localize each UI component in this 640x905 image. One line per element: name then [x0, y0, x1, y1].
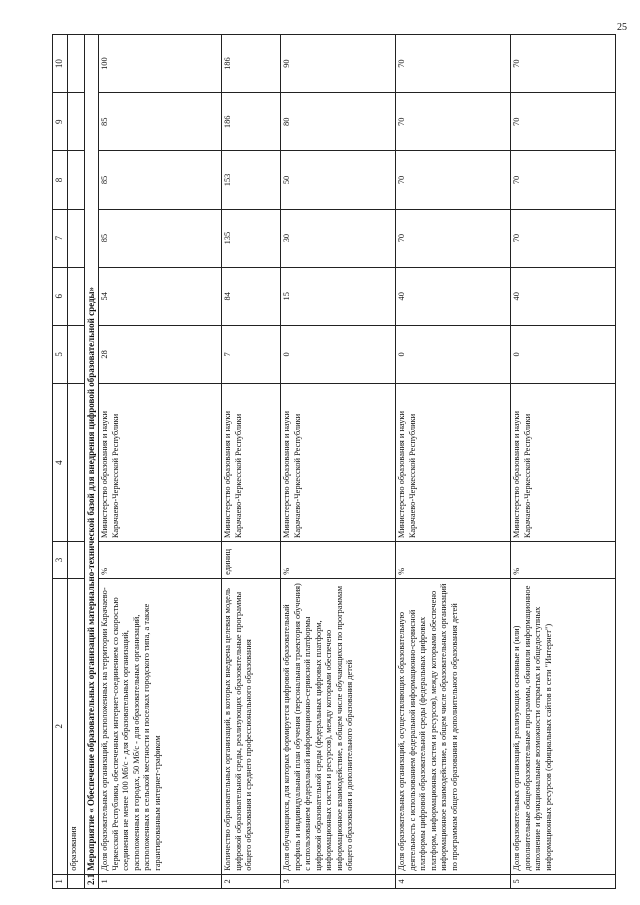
value-cell: 100 [99, 35, 222, 93]
value-cell: 90 [281, 35, 396, 93]
responsible: Министерство образования и науки Карачаево-Черкесской Республики [281, 383, 396, 541]
column-header: 9 [53, 93, 68, 151]
value-cell: 186 [222, 35, 281, 93]
unit: % [396, 542, 511, 579]
value-cell: 70 [511, 35, 616, 93]
section-row [85, 35, 99, 889]
value-cell: 70 [396, 209, 511, 267]
column-header: 8 [53, 151, 68, 209]
unit: % [99, 542, 222, 579]
value-cell: 0 [281, 325, 396, 383]
column-header: 6 [53, 267, 68, 325]
row-number: 3 [281, 874, 396, 888]
value-cell: 7 [222, 325, 281, 383]
indicator-name: Доля образовательных организаций, осуществляющих образовательную деятельность с использованием федеральной информационно-сервисной платформы цифровой образовательной среды (федеральных цифровых платформ, информационных систем и ресурсов), между которыми обеспечено информационное взаимодействие, в общем числе образовательных организаций по программам общего образования и дополнительного образования детей [396, 578, 511, 874]
value-cell: 30 [281, 209, 396, 267]
column-header: 3 [53, 542, 68, 579]
table-row [281, 35, 396, 889]
unit: единиц [222, 542, 281, 579]
indicator-name: образования [68, 578, 85, 874]
table-row [222, 35, 281, 889]
value-cell: 153 [222, 151, 281, 209]
table-row [396, 35, 511, 889]
value-cell: 135 [222, 209, 281, 267]
indicator-name: Доля образовательных организаций, расположенных на территории Карачаево-Черкесской Республики, обеспеченных интернет-соединением со скоростью соединения не менее 100 Мб/с - для образовательных организаций, расположенных в городах, 50 Мб/с - для образовательных организаций, расположенных в сельской местности и поселках городского типа, а также гарантированным интернет-трафиком [99, 578, 222, 874]
value-cell: 70 [396, 93, 511, 151]
value-cell: 40 [511, 267, 616, 325]
page-number: 25 [617, 22, 627, 33]
row-number: 5 [511, 874, 616, 888]
section-number: 2.1 [85, 874, 99, 888]
indicator-name: Количество образовательных организаций, в которых внедрена целевая модель цифровой образовательной среды, реализующих образовательные программы общего образования и среднего профессионального образования [222, 578, 281, 874]
responsible: Министерство образования и науки Карачаево-Черкесской Республики [99, 383, 222, 541]
responsible: Министерство образования и науки Карачаево-Черкесской Республики [396, 383, 511, 541]
column-header: 10 [53, 35, 68, 93]
column-header: 4 [53, 383, 68, 541]
indicators-table [52, 34, 616, 889]
value-cell: 54 [99, 267, 222, 325]
value-cell: 85 [99, 151, 222, 209]
table-row [99, 35, 222, 889]
unit: % [511, 542, 616, 579]
value-cell: 80 [281, 93, 396, 151]
value-cell: 70 [396, 35, 511, 93]
rotated-table-container [52, 34, 612, 889]
row-number: 2 [222, 874, 281, 888]
value-cell: 85 [99, 209, 222, 267]
indicator-name: Доля обучающихся, для которых формируется цифровой образовательный профиль и индивидуальный план обучения (персональная траектория обучения) с использованием федеральной информационно-сервисной платформы цифровой образовательной среды (федеральных цифровых платформ, информационных систем и ресурсов), между которыми обеспечено информационное взаимодействие, в общем числе обучающихся по программам общего образования и дополнительного образования детей [281, 578, 396, 874]
responsible: Министерство образования и науки Карачаево-Черкесской Республики [511, 383, 616, 541]
value-cell: 70 [396, 151, 511, 209]
value-cell: 186 [222, 93, 281, 151]
value-cell: 40 [396, 267, 511, 325]
section-title: Мероприятие « Обеспечение образовательных организаций материально-технической базой для внедрения цифровой образовательной среды» [85, 35, 99, 875]
value-cell: 70 [511, 151, 616, 209]
row-number: 4 [396, 874, 511, 888]
responsible: Министерство образования и науки Карачаево-Черкесской Республики [222, 383, 281, 541]
column-header: 5 [53, 325, 68, 383]
value-cell: 0 [511, 325, 616, 383]
value-cell: 0 [396, 325, 511, 383]
row-number [68, 874, 85, 888]
value-cell: 84 [222, 267, 281, 325]
column-header: 2 [53, 578, 68, 874]
value-cell: 70 [511, 93, 616, 151]
value-cell: 50 [281, 151, 396, 209]
value-cell: 85 [99, 93, 222, 151]
table-row [511, 35, 616, 889]
column-number-row [53, 35, 68, 889]
value-cell: 15 [281, 267, 396, 325]
row-number: 1 [99, 874, 222, 888]
value-cell: 28 [99, 325, 222, 383]
table-row [68, 35, 85, 889]
unit: % [281, 542, 396, 579]
indicator-name: Доля образовательных организаций, реализующих основные и (или) дополнительные общеобразовательные программы, обновили информационное наполнение и функциональные возможности открытых и общедоступных информационных ресурсов (официальных сайтов в сети "Интернет") [511, 578, 616, 874]
value-cell: 70 [511, 209, 616, 267]
column-header: 1 [53, 874, 68, 888]
column-header: 7 [53, 209, 68, 267]
